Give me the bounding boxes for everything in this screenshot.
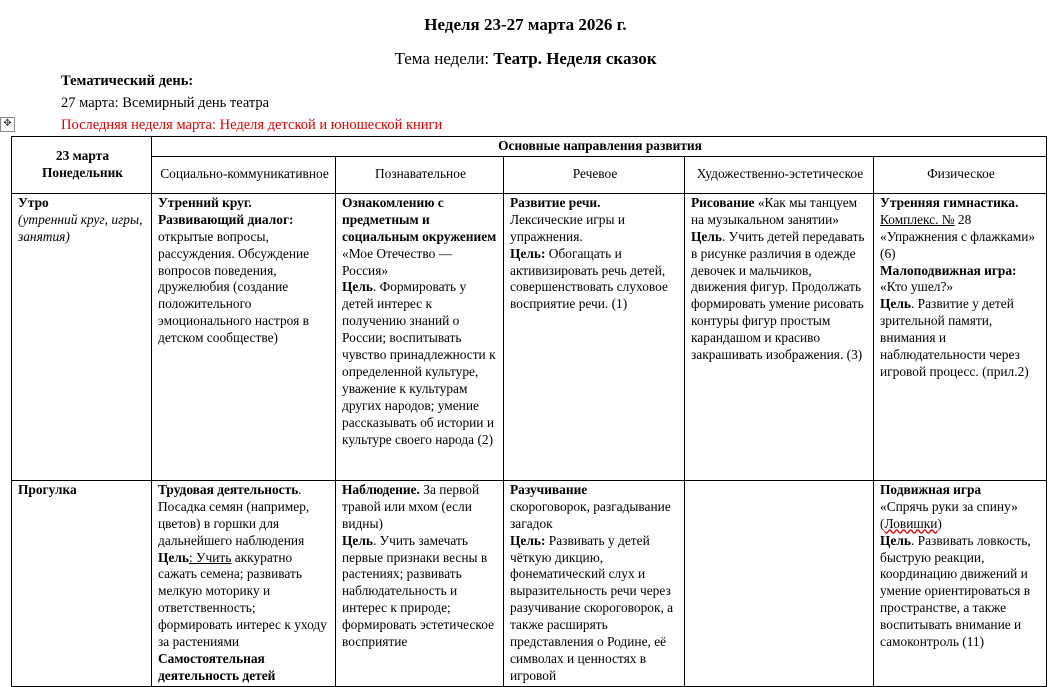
walk-physical-title: Подвижная игра xyxy=(880,481,982,497)
morning-physical-title: Утренняя гимнастика. xyxy=(880,194,1019,210)
morning-art-title-tail: «Как мы танцуем на музыкальном занятии» xyxy=(691,194,858,227)
walk-social-title: Трудовая деятельность xyxy=(158,481,299,497)
week-theme xyxy=(0,49,1051,69)
cell-morning-physical xyxy=(874,193,1047,480)
last-week-note: Последняя неделя марта: Неделя детской и юношеской книги xyxy=(61,117,443,133)
cell-morning-cognitive xyxy=(336,193,504,480)
morning-cognitive-goal: . Формировать у детей интерес к получению знаний о России; воспитывать чувство принадлежности к определенной культуре, уважение к культурам других народов; умение рассказывать об истории и культуре своего народа (2) xyxy=(342,279,496,447)
plan-table xyxy=(11,136,1047,687)
walk-physical-game-tail: ) xyxy=(937,515,942,531)
cell-walk-speech xyxy=(504,480,685,686)
walk-social-subtitle: Самостоятельная деятельность детей xyxy=(158,650,276,683)
table-row-walk xyxy=(12,480,1047,686)
walk-speech-title: Разучивание xyxy=(510,481,588,497)
morning-label: Утро xyxy=(18,194,49,210)
morning-physical-game: «Кто ушел?» xyxy=(880,279,954,295)
walk-physical-game: «Спрячь руки за спину» ( xyxy=(880,498,1018,531)
column-header-cognitive: Познавательное xyxy=(336,156,504,193)
walk-physical-game-spellcheck: Ловишки xyxy=(884,515,938,531)
cell-morning-social xyxy=(152,193,336,480)
walk-speech-text: скороговорок, разгадывание загадок xyxy=(510,498,671,531)
morning-speech-text: Лексические игры и упражнения. xyxy=(510,211,625,244)
morning-art-goal-label: Цель xyxy=(691,228,722,244)
walk-social-goal-underlined: : Учить xyxy=(188,549,232,565)
page-title: Неделя 23-27 марта 2026 г. xyxy=(424,15,627,34)
week-theme-prefix: Тема недели: xyxy=(394,49,494,68)
morning-social-title: Утренний круг. xyxy=(158,194,252,210)
table-row-morning xyxy=(12,193,1047,480)
morning-speech-goal-label: Цель: xyxy=(510,245,546,261)
walk-cognitive-goal: . Учить замечать первые признаки весны в растениях; развивать наблюдательность и интерес к природе; формировать эстетическое восприятие xyxy=(342,532,495,650)
cell-walk-cognitive xyxy=(336,480,504,686)
cell-walk-art xyxy=(685,480,874,686)
morning-physical-complex-link[interactable]: Комплекс. № xyxy=(880,211,955,227)
morning-sub: (утренний круг, игры, занятия) xyxy=(18,211,143,244)
main-directions-header: Основные направления развития xyxy=(152,137,1047,157)
morning-physical-goal: . Развитие у детей зрительной памяти, внимания и наблюдательности через игровой процесс. (прил.2) xyxy=(880,296,1029,379)
thematic-day: 27 марта: Всемирный день театра xyxy=(61,95,270,111)
walk-social-goal: аккуратно сажать семена; развивать мелкую моторику и ответственность; формировать интерес к уходу за растениями xyxy=(158,549,327,650)
morning-physical-game-title: Малоподвижная игра: xyxy=(880,262,1017,278)
week-theme-name: Театр. Неделя сказок xyxy=(493,49,657,68)
cell-walk-physical xyxy=(874,480,1047,686)
walk-physical-goal: . Развивать ловкость, быструю реакции, координацию движений и умение ориентироваться в пространстве, а также воспитывать внимание и самоконтроль (11) xyxy=(880,532,1031,650)
morning-social-subtitle: Развивающий диалог: xyxy=(158,211,294,227)
table-move-handle-icon[interactable]: ✥ xyxy=(0,117,15,132)
walk-cognitive-goal-label: Цель xyxy=(342,532,373,548)
morning-speech-goal: Обогащать и активизировать речь детей, совершенствовать слуховое восприятие речи. (1) xyxy=(510,245,668,312)
day-header: 23 марта Понедельник xyxy=(12,137,152,194)
column-header-speech: Речевое xyxy=(504,156,685,193)
morning-speech-title: Развитие речи. xyxy=(510,194,601,210)
walk-label: Прогулка xyxy=(18,481,77,497)
cell-morning-art xyxy=(685,193,874,480)
walk-social-title-tail: . Посадка семян (например, цветов) в горшки для дальнейшего наблюдения xyxy=(158,481,310,548)
cell-morning-speech xyxy=(504,193,685,480)
walk-cognitive-title: Наблюдение. xyxy=(342,481,420,497)
row-label-morning xyxy=(12,193,152,480)
walk-social-goal-label: Цель xyxy=(158,549,189,565)
row-label-walk xyxy=(12,480,152,686)
morning-cognitive-title: Ознакомлению с предметным и социальным окружением xyxy=(342,194,497,244)
morning-cognitive-goal-label: Цель xyxy=(342,279,373,295)
morning-physical-complex-tail: 28 «Упражнения с флажками» (6) xyxy=(880,211,1036,261)
morning-social-text: открытые вопросы, рассуждения. Обсуждение вопросов поведения, дружелюбия (создание положительного эмоционального настроя в детском сообществе) xyxy=(158,228,310,346)
walk-speech-goal-label: Цель: xyxy=(510,532,546,548)
morning-cognitive-title-tail: «Мое Отечество — Россия» xyxy=(342,245,453,278)
column-header-art: Художественно-эстетическое xyxy=(685,156,874,193)
walk-cognitive-title-tail: За первой травой или мхом (если видны) xyxy=(342,481,480,531)
morning-art-title: Рисование xyxy=(691,194,755,210)
thematic-day-label: Тематический день: xyxy=(61,73,194,89)
morning-physical-goal-label: Цель xyxy=(880,296,911,312)
column-header-social: Социально-коммуникативное xyxy=(152,156,336,193)
cell-walk-social xyxy=(152,480,336,686)
walk-speech-goal: Развивать у детей чёткую дикцию, фонематический слух и выразительность речи через разучивание скороговорок, а также расширять представления о Родине, её символах и ценностях в игровой xyxy=(510,532,674,683)
morning-art-goal: . Учить детей передавать в рисунке различия в одежде девочек и мальчиков, движения фигур. Продолжать формировать умение рисовать контуры фигур простым карандашом и красиво закрашивать изображения. (3) xyxy=(691,228,865,363)
walk-physical-goal-label: Цель xyxy=(880,532,911,548)
column-header-physical: Физическое xyxy=(874,156,1047,193)
